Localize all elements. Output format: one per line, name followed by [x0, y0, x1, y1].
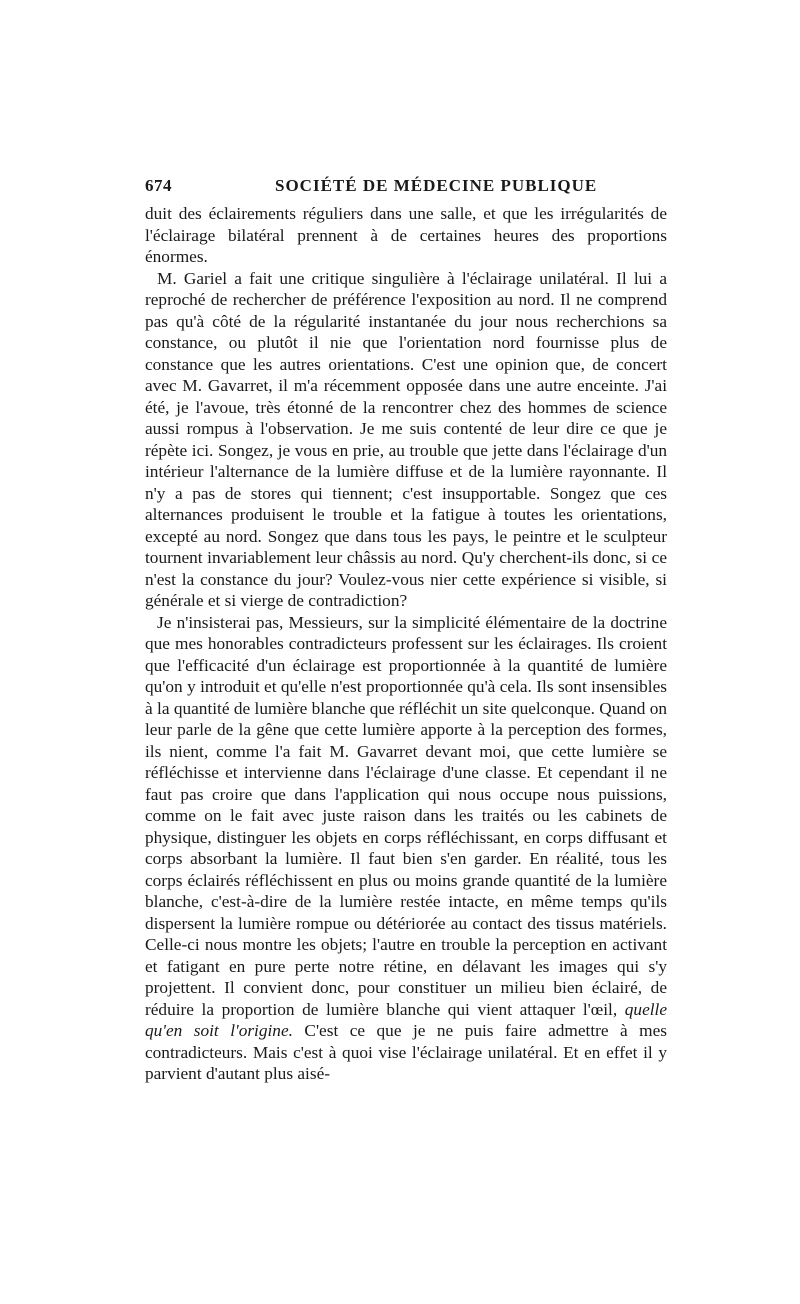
paragraph-doctrine-end: C'est ce que je ne puis faire admettre à mes contradicteurs. Mais c'est à quoi vise l'éclairage unilatéral. Et en effet il y parvient d'autant plus aisé-: [145, 1021, 667, 1083]
running-title: SOCIÉTÉ DE MÉDECINE PUBLIQUE: [275, 176, 598, 195]
paragraph-doctrine: [145, 612, 667, 1085]
paragraph-doctrine-text: Je n'insisterai pas, Messieurs, sur la simplicité élémentaire de la doctrine que mes honorables contradicteurs professent sur les éclairages. Ils croient que l'efficacité d'un éclairage est proportionnée à la quantité de lumière qu'on y introduit et qu'elle n'est proportionnée qu'à cela. Ils sont insensibles à la quantité de lumière blanche que réfléchit un site quelconque. Quand on leur parle de la gêne que cette lumière apporte à la perception des formes, ils nient, comme l'a fait M. Gavarret devant moi, que cette lumière se réfléchisse et intervienne dans l'éclairage d'une classe. Et cependant il ne faut pas croire que dans l'application qui nous occupe nous puissions, comme on le fait avec juste raison dans les traités ou les cabinets de physique, distinguer les objets en corps réfléchissant, en corps diffusant et corps absorbant la lumière. Il faut bien s'en garder. En réalité, tous les corps éclairés réfléchissent en plus ou moins grande quantité de la lumière blanche, c'est-à-dire de la lumière restée intacte, en même temps qu'ils dispersent la lumière rompue ou détériorée au contact des tissus matériels. Celle-ci nous montre les objets; l'autre en trouble la perception en activant et fatigant en pure perte notre rétine, en délavant les images qui s'y projettent. Il convient donc, pour constituer un milieu bien éclairé, de réduire la proportion de lumière blanche qui vient attaquer l'œil,: [145, 612, 667, 1019]
paragraph-gariel: M. Gariel a fait une critique singulière à l'éclairage unilatéral. Il lui a reproché de rechercher de préférence l'exposition au nord. Il ne comprend pas qu'à côté de la régularité instantanée du jour nous recherchions sa constance, ou plutôt il nie que l'orientation nord fournisse plus de constance que les autres orientations. C'est une opinion que, de concert avec M. Gavarret, il m'a récemment opposée dans une autre enceinte. J'ai été, je l'avoue, très étonné de la rencontrer chez des hommes de science aussi rompus à l'observation. Je me suis contenté de leur dire ce que je répète ici. Songez, je vous en prie, au trouble que jette dans l'éclairage d'un intérieur l'alternance de la lumière diffuse et de la lumière rayonnante. Il n'y a pas de stores qui tiennent; c'est insupportable. Songez que ces alternances produisent le trouble et la fatigue à toutes les orientations, excepté au nord. Songez que dans tous les pays, le peintre et le sculpteur tournent invariablement leur châssis au nord. Qu'y cherchent-ils donc, si ce n'est la constance du jour? Voulez-vous nier cette expérience si visible, si générale et si vierge de contradiction?: [145, 268, 667, 610]
paragraph-continuation: duit des éclairements réguliers dans une salle, et que les irrégularités de l'éclairage bilatéral prennent à de certaines heures des proportions énormes.: [145, 204, 667, 266]
body-text: [145, 203, 667, 1085]
running-header: [145, 172, 667, 200]
italic-phrase: quelle qu'en soit l'origine.: [145, 999, 668, 1040]
page-number: 674: [145, 176, 172, 195]
